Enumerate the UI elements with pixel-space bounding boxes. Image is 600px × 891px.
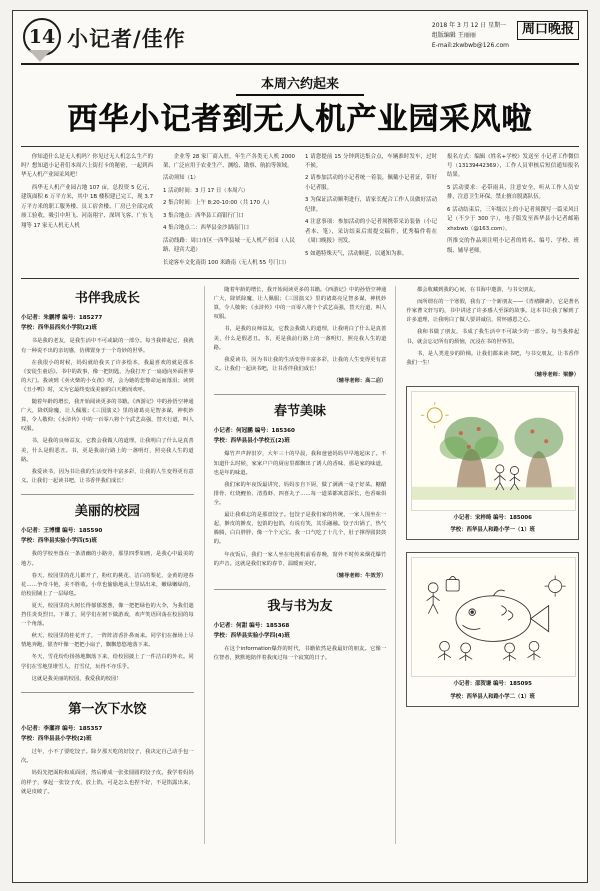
lead-para: 1 请您提前 15 分钟到达集合点，车辆准时发车，过时不候。 (305, 153, 437, 169)
lead-para: 5 如遇特殊天气，活动顺延，以通知为准。 (305, 250, 408, 257)
lead-para: 西华无人机产业园占地 107 亩，总投资 5 亿元，建筑面积 6 万平方米，其中 1B 楼积建已完工，现 3.7 万平方米的职工服务楼、员工宿舍楼、厂房已全部完成竣工验收，吸引中坦飞、河南翔宇、深圳飞客、广东飞翔等 17 家无人机无人机 (21, 184, 153, 229)
article-school: 学校：西华县实验小学四(4)班 (213, 632, 290, 639)
lead-para: 1 活动时间：3 月 17 日（本周六） (163, 187, 249, 194)
body-column-1 (21, 286, 194, 844)
article-para: 书是我的老友，是我生活中不可或缺的一部分。每当我捧起它，我就有一种说不出的亲切感，仿佛置身于一个奇妙的世界。 (21, 338, 194, 354)
article-para: 我爱读书，因为书让我的生活变得丰富多彩，让我的人生变得更有意义。让我们一起读书吧，让书香伴我们成长！ (213, 356, 387, 372)
article-author: 小记者：何冠鹏 编号：185360 (213, 428, 295, 435)
section-title: 小记者/佳作 (67, 26, 186, 51)
lead-para: 5 活动要求：必带雨具，注意安全，听从工作人员安排，注意卫生环保，禁止擅自脱离队伍。 (447, 184, 579, 201)
article-author: 小记者：朱鹏博 编号：185277 (21, 315, 103, 322)
article-title: 美丽的校园 (74, 504, 140, 520)
artwork-caption-school: 学校：西华县人和路小学二（1）班 (450, 693, 535, 700)
lead-para: 3 为保证活动顺利进行，请家长配合工作人员做好活动纪律。 (305, 197, 437, 213)
article-para: 而所谓在的一个寒假，我有了一个新朋友——《青褚聊斋》，它是著名作家曹文轩写的，书中讲述了许多感人至深的故事。这本书让我了解到了许多道理，让我明白了做人要讲诚信，常怀感恩之心。 (406, 299, 580, 324)
lead-para: 6 活动结束后，三年级以上的小记者须撰写一篇采风日记（不少于 300 字），电子版发至西华县小记者邮箱 xhxbwb（@163.com）。 (447, 206, 579, 232)
paper-logo: 周口晚报 (517, 21, 579, 40)
headline-block (21, 73, 579, 138)
page-sheet (12, 10, 588, 883)
email-line: E-mail:zkwbwb@126.com (431, 42, 509, 50)
article-author: 小记者：李灌祥 编号：185357 (21, 726, 103, 733)
article-tutor: （辅导老师：高二启） (333, 378, 387, 385)
article-author: 小记者：王博懂 编号：185590 (21, 528, 103, 535)
lead-para: 2 集合时间：上午 8:20-10:00（共 170 人） (163, 200, 273, 207)
headline-main: 西华小记者到无人机产业园采风啦 (67, 102, 533, 137)
artwork-card (406, 386, 579, 540)
lead-para: 4 集合地点二：西华县金沙湖南门口 (163, 225, 250, 232)
article-byline (214, 427, 387, 446)
article-para: 秋天，校园里的桂花开了，一阵阵清香扑鼻而来。同学们在操场上尽情地奔跑，银杏叶像一把把小扇子，飘飘悠悠地落下来。 (21, 633, 194, 649)
column-divider (21, 692, 194, 693)
article-para: 冬天，雪花纷纷扬扬地飘落下来，给校园披上了一件洁白的外衣。同学们在雪地里堆雪人、打雪仗，玩得不亦乐乎。 (21, 654, 194, 670)
lead-para: 长途客车文化南街 100 米路南（无人机 55 号门口） (163, 259, 290, 266)
article-para: 爆竹声声辞旧岁，大年三十的早晨，我和爸爸妈妈早早地起床了。不知道什么时候，家家户户的厨房里都飘出了诱人的香味，那是家的味道，也是年的味道。 (213, 451, 387, 476)
article-para: 我爱读书，因为书让我的生活变得丰富多彩，让我的人生变得更有意义。让我们一起读书吧，让书香伴我们成长！ (21, 468, 194, 484)
article-para: 书，是我的良师益友，它教会我做人的道理，让我明白了什么是真善美，什么是假恶丑。书，更是我前行路上的一盏明灯，照亮我人生的道路。 (213, 326, 387, 351)
article-byline (21, 527, 194, 546)
article-para: 随着年龄的增长，我开始阅读更多的书籍。《西游记》中的孙悟空神通广大，降妖除魔，让人佩服；《三国演义》里的诸葛亮足智多谋，神机妙算，令人敬仰；《水浒传》中的一百零八将个个武艺高强，替天行道，叫人叹服。 (21, 399, 194, 433)
lead-column-1 (21, 153, 153, 272)
article-para: 最让我难忘的是那盘饺子。包饺子是我们家的传统，一家人围坐在一起，擀皮的擀皮，包馅的包馅，有说有笑，其乐融融。饺子出锅了，热气腾腾，白白胖胖，像一个个元宝。我一口气吃了十几个，肚子撑得圆鼓鼓的。 (213, 512, 387, 546)
article-para: 我和书做了朋友，书成了我生活中不可缺少的一部分。每当我捧起书，就会忘记所有的烦恼，沉浸在书的世界里。 (406, 329, 580, 345)
article-title: 第一次下水饺 (68, 701, 147, 717)
artwork-card (406, 552, 579, 706)
column-divider (21, 494, 194, 495)
article-school: 学校：西华县西夹小学院(2)班 (21, 324, 98, 331)
lead-para: 2 请参加活动的小记者统一着装，佩戴小记者证，带好小记者服。 (305, 175, 437, 191)
lead-para: 活动线路：周口市区一西华县城一无人机产业园（人民路、迎宾大道） (163, 237, 295, 254)
article-para: 过年，小不了要吃饺子。除夕那天吃的好饺子，我决定自己动手包一次。 (21, 749, 194, 765)
article-para: 在这个information爆炸的时代，书籍依然是我最好的朋友。它像一位智者，默默地陪伴着我度过每一个寂寞的日子。 (213, 646, 387, 662)
body-column-2 (204, 286, 397, 844)
artwork-spacer (406, 540, 579, 546)
article-school: 学校：西华县县小学校(2)班 (21, 735, 92, 742)
masthead-meta (432, 21, 509, 52)
page-number-badge (21, 17, 67, 61)
page-number: 14 (23, 18, 61, 56)
article-tutor: （辅导老师：梁静） (531, 371, 580, 378)
article-para: 春天，校园里的花儿都开了，粉红的桃花、洁白的梨花、金黄的迎春花……争奇斗艳，美不胜收。小草也偷偷地从土里钻出来，嫩绿嫩绿的，给校园铺上了一层绿毯。 (21, 572, 194, 597)
article-byline (21, 314, 194, 333)
article-school: 学校：西华县实验小学四(5)班 (21, 537, 98, 544)
article-tutor: （辅导老师：牛效芳） (333, 572, 387, 579)
article-para: 书，是人类进步的阶梯。让我们都来读书吧，与书交朋友，让书香伴我们一生！ (406, 350, 580, 366)
lead-para: 你知道什么是无人机吗？你见过无人机怎么生产的吗？想知道小记者们本周六上街打卡的秘密，一起到西华无人机产业园采风吧！ (21, 153, 153, 179)
artwork-caption-author: 小记者：邵贺谦 编号：185095 (453, 681, 532, 688)
article-para: 年夜饭后，我们一家人坐在电视机前看春晚，窗外不时传来烟花爆竹的声音。这就是我们家的春节，温暖而美好。 (213, 551, 387, 567)
article-para: 随着年龄的增长，我开始阅读更多的书籍。《西游记》中的孙悟空神通广大，降妖除魔，让人佩服；《三国演义》里的诸葛亮足智多谋，神机妙算，令人敬仰；《水浒传》中的一百零八将个个武艺高强，替天行道，叫人叹服。 (213, 287, 387, 321)
lead-section (21, 153, 579, 280)
lead-para: 活动须知（1） (163, 175, 199, 182)
lead-para: 4 注意事项：参加活动的小记者须携带采访装备（小记者本、笔），采访结束后需提交稿件，优秀稿件将在《周口晚报》刊发。 (305, 219, 437, 245)
fish-and-people-drawing-icon (411, 557, 576, 677)
artwork-caption-author: 小记者：宋梓绮 编号：185006 (453, 515, 532, 522)
lead-para: 所推交的作品须注明小记者的姓名、编号、学校、班级、辅导老师。 (447, 238, 579, 254)
column-divider (214, 589, 387, 590)
article-para: 妈妈先把面粉和成面团，然后擀成一张张圆圆的饺子皮。我学着妈妈的样子，拿起一张饺子皮，放上馅，可是怎么也捏不好，不是馅露出来，就是皮破了。 (21, 770, 194, 795)
article-byline (214, 622, 387, 641)
headline-kicker: 本周六约起来 (260, 77, 339, 92)
lead-column-4 (447, 153, 579, 272)
kicker-rule (236, 94, 364, 96)
artwork-caption-school: 学校：西华县人和路小学一（1）班 (450, 527, 535, 534)
article-para: 这就是我美丽的校园，我爱我的校园！ (31, 675, 122, 682)
article-title: 我与书为友 (267, 598, 333, 614)
lead-rule (21, 146, 579, 147)
article-school: 学校：西华县县小学校五(2)班 (213, 437, 290, 444)
lead-column-3 (305, 153, 437, 272)
date-line: 2018 年 3 月 12 日 星期一 (431, 22, 507, 29)
article-title: 春节美味 (274, 404, 327, 420)
body-column-3 (406, 286, 579, 844)
lead-column-2 (163, 153, 295, 272)
article-para: 书，是我的良师益友，它教会我做人的道理，让我明白了什么是真善美，什么是假恶丑。书，更是我前行路上的一盏明灯，照亮我人生的道路。 (21, 438, 194, 463)
lead-para: 3 集合地点：西华县工商银行门口 (163, 212, 244, 219)
article-title: 书伴我成长 (74, 291, 140, 307)
children-tree-drawing-icon (411, 391, 576, 511)
masthead-right (432, 17, 579, 52)
body-columns (21, 286, 579, 844)
article-para: 夏天，校园里的大树长得郁郁葱葱，像一把把绿色的大伞，为我们遮挡住炎炎烈日。下课了，同学们在树下做游戏，欢声笑语回荡在校园的每一个角落。 (21, 602, 194, 628)
article-byline (21, 725, 194, 744)
column-divider (214, 394, 387, 395)
lead-para: 报名方式：编辑《姓名+学校》发送至 小记者工作微信号（13139442369），工作人员审核后短信通知报名结果。 (447, 153, 579, 179)
article-author: 小记者：何甜 编号：185368 (213, 623, 290, 630)
editor-line: 组版编辑 王丽丽 (431, 32, 476, 40)
page-number-tail (29, 50, 51, 62)
masthead (21, 17, 579, 65)
article-para: 我们家的年夜饭最讲究，妈妈亲自下厨，做了满满一桌子好菜。糖醋排骨、红烧鲤鱼、清蒸虾、四喜丸子……每一道菜都寓意深长，色香味俱全。 (213, 481, 387, 507)
article-para: 在我很小的时候，妈妈就给我买了许多绘本，我最喜欢的就是那本《安徒生童话》。书中的故事，像一把钥匙，为我打开了一扇通向外面世界的大门。我读到《卖火柴的小女孩》时，会为她的悲惨命运而落泪；读到《丑小鸭》时，又为它最终变成美丽的白天鹅而欢呼。 (21, 359, 194, 393)
article-para: 我的学校坐落在一条清幽的小路旁，那里四季如画，是我心中最美的地方。 (21, 551, 194, 567)
article-para: 都会收藏到我的心间，在书海中遨游，与书交朋友。 (416, 287, 539, 294)
lead-para: 企业等 28 家厂商入驻，年生产各类无人机 2000 架，广泛应用于农业生产、测绘、勘察、航拍等领域。 (163, 153, 295, 169)
